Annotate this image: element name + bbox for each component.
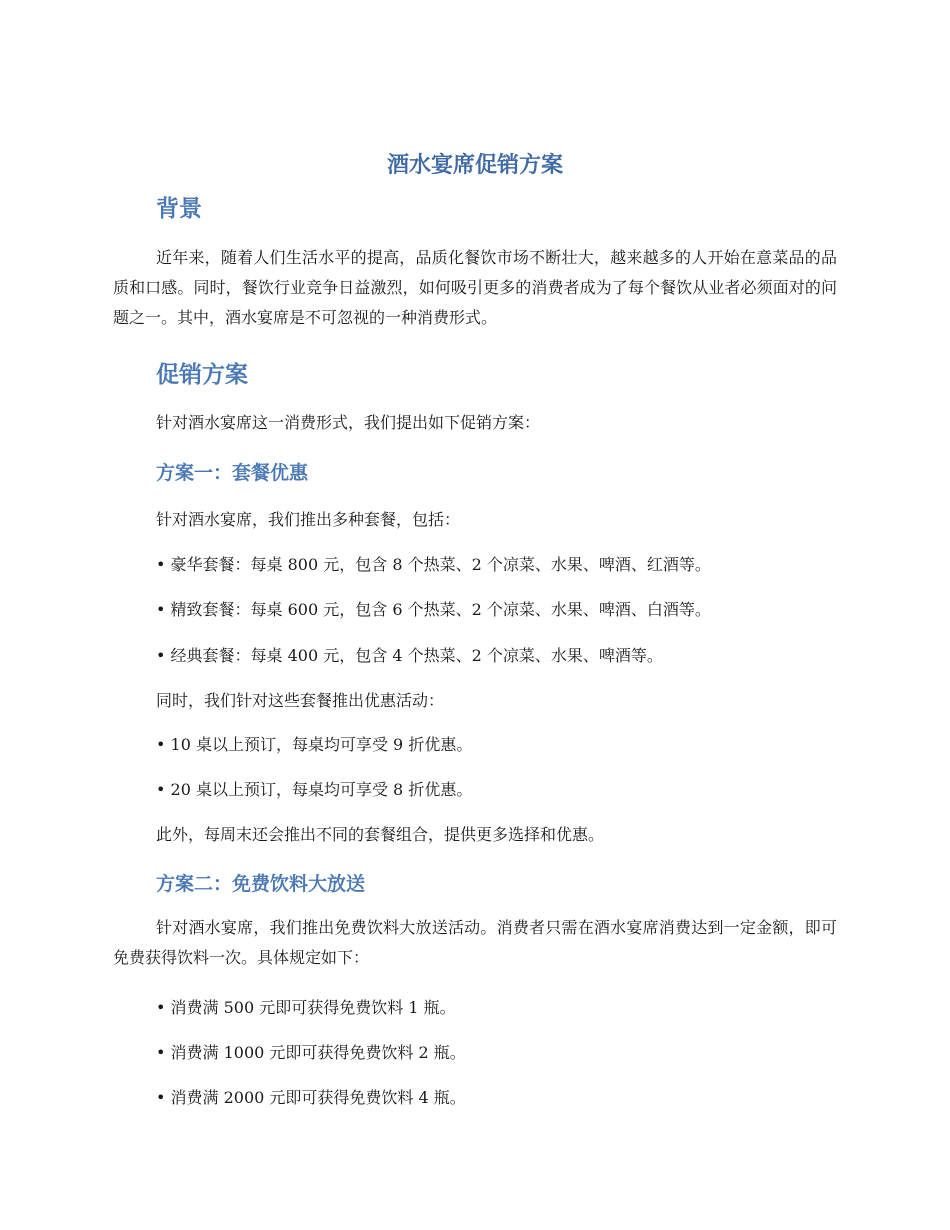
discount-item: • 20 桌以上预订，每桌均可享受 8 折优惠。 xyxy=(156,780,473,799)
package-item: • 经典套餐：每桌 400 元，包含 4 个热菜、2 个凉菜、水果、啤酒等。 xyxy=(156,646,663,665)
rule-item: • 消费满 500 元即可获得免费饮料 1 瓶。 xyxy=(156,998,456,1017)
heading-promotion: 促销方案 xyxy=(156,362,248,388)
rule-item: • 消费满 2000 元即可获得免费饮料 4 瓶。 xyxy=(156,1088,466,1107)
rule-item: • 消费满 1000 元即可获得免费饮料 2 瓶。 xyxy=(156,1043,466,1062)
background-paragraph: 近年来，随着人们生活水平的提高，品质化餐饮市场不断壮大，越来越多的人开始在意菜品的品质和口感。同时，餐饮行业竞争日益激烈，如何吸引更多的消费者成为了每个餐饮从业者必须面对的问题之一。其中，酒水宴席是不可忽视的一种消费形式。 xyxy=(113,248,837,327)
discount-intro: 同时，我们针对这些套餐推出优惠活动： xyxy=(156,691,445,710)
promotion-intro: 针对酒水宴席这一消费形式，我们提出如下促销方案： xyxy=(156,413,541,432)
document-title: 酒水宴席促销方案 xyxy=(386,153,563,178)
heading-plan2: 方案二：免费饮料大放送 xyxy=(156,873,366,895)
plan2-paragraph: 针对酒水宴席，我们推出免费饮料大放送活动。消费者只需在酒水宴席消费达到一定金额，即可免费获得饮料一次。具体规定如下： xyxy=(113,918,837,967)
package-item: • 豪华套餐：每桌 800 元，包含 8 个热菜、2 个凉菜、水果、啤酒、红酒等。 xyxy=(156,555,711,574)
package-item: • 精致套餐：每桌 600 元，包含 6 个热菜、2 个凉菜、水果、啤酒、白酒等。 xyxy=(156,600,711,619)
heading-background: 背景 xyxy=(156,196,202,222)
plan1-extra: 此外，每周末还会推出不同的套餐组合，提供更多选择和优惠。 xyxy=(156,825,605,844)
heading-plan1: 方案一：套餐优惠 xyxy=(156,462,309,484)
plan1-intro: 针对酒水宴席，我们推出多种套餐，包括： xyxy=(156,510,461,529)
discount-item: • 10 桌以上预订，每桌均可享受 9 折优惠。 xyxy=(156,735,473,754)
